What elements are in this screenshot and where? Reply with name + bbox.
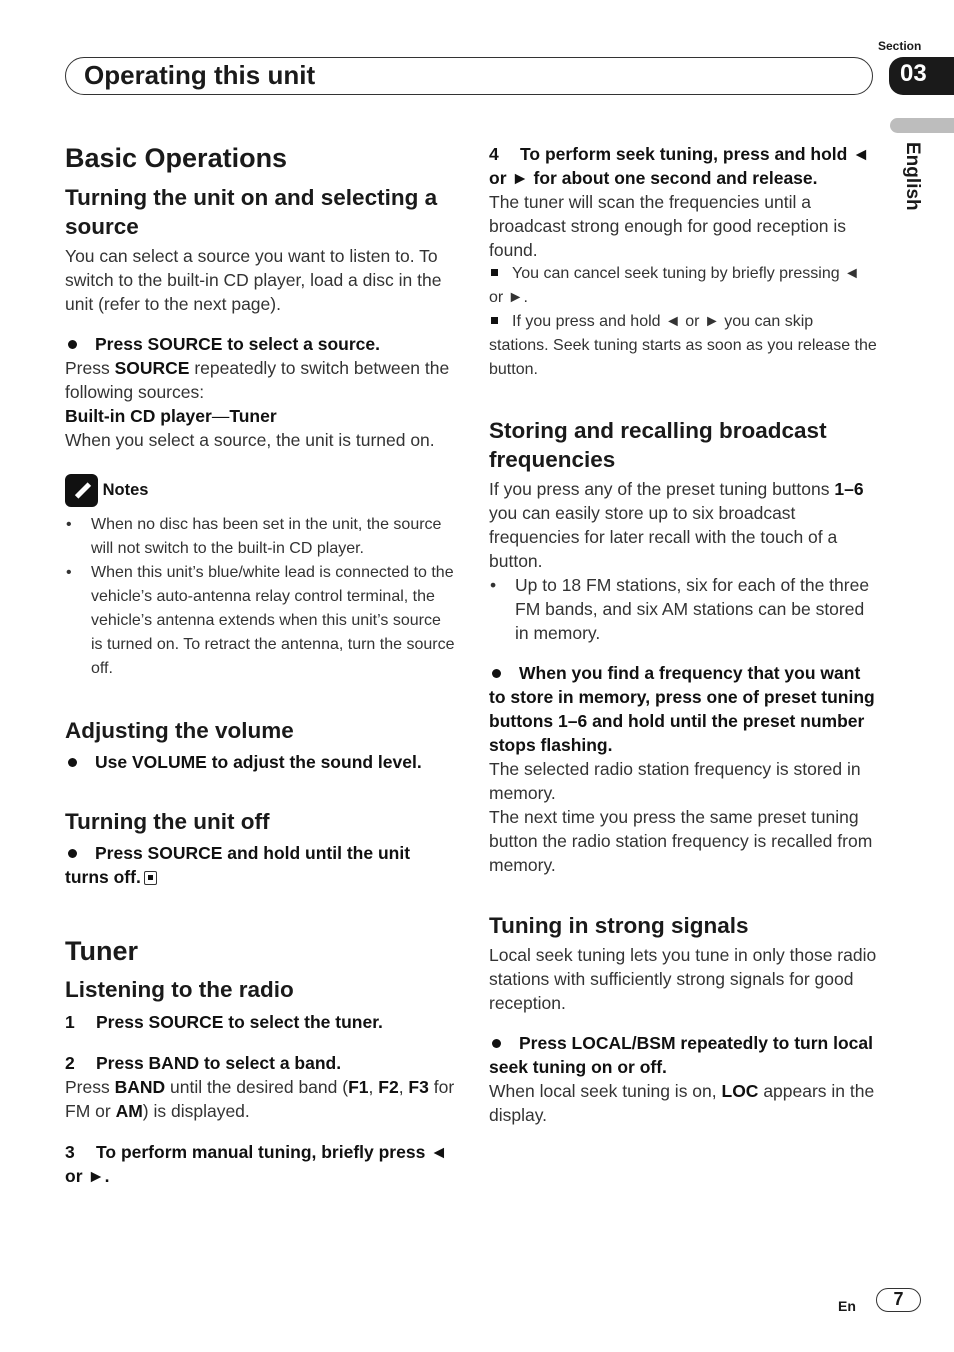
paragraph-loc: When local seek tuning is on, LOC appears in the display. xyxy=(489,1081,875,1125)
bullet-icon xyxy=(68,849,77,858)
list-item: • Up to 18 FM stations, six for each of the three FM bands, and six AM stations can be stored in memory. xyxy=(489,573,877,645)
square-bullet-icon xyxy=(491,269,498,276)
heading-basic-operations: Basic Operations xyxy=(65,143,288,173)
step-4: 4 To perform seek tuning, press and hold ◄ or ► for about one second and release. xyxy=(489,144,870,188)
section-label: Section xyxy=(878,39,922,53)
bullet-icon xyxy=(68,758,77,767)
pencil-icon xyxy=(65,474,98,507)
note-item: • When this unit’s blue/white lead is connected to the vehicle’s auto-antenna relay control terminal, the vehicle’s antenna extends when this unit’s source is turned on. To retract the antenna, turn the source off. xyxy=(65,561,455,681)
step-1: 1 Press SOURCE to select the tuner. xyxy=(65,1012,383,1032)
heading-tuner: Tuner xyxy=(65,936,138,966)
heading-turning-on: Turning the unit on and selecting a source xyxy=(65,185,438,239)
paragraph-turned-on: When you select a source, the unit is turned on. xyxy=(65,430,435,450)
bullet-icon xyxy=(492,1039,501,1048)
heading-unit-off: Turning the unit off xyxy=(65,809,270,834)
language-tab xyxy=(890,118,954,133)
heading-listening: Listening to the radio xyxy=(65,977,294,1002)
step-local: Press LOCAL/BSM repeatedly to turn local seek tuning on or off. xyxy=(489,1033,873,1077)
square-note: You can cancel seek tuning by briefly pressing ◄ or ►. xyxy=(489,265,860,306)
source-list: Built-in CD player—Tuner xyxy=(65,406,277,426)
paragraph-select-source: You can select a source you want to listen to. To switch to the built-in CD player, load a disc in the unit (refer to the next page). xyxy=(65,246,442,314)
note-item: • When no disc has been set in the unit, the source will not switch to the built-in CD player. xyxy=(65,513,455,561)
paragraph-local: Local seek tuning lets you tune in only those radio stations with sufficiently strong signals for good reception. xyxy=(489,945,877,1013)
heading-strong-signals: Tuning in strong signals xyxy=(489,913,749,938)
square-bullet-icon xyxy=(491,317,498,324)
step-unit-off: Press SOURCE and hold until the unit turns off. xyxy=(65,843,411,887)
step-store: When you find a frequency that you want to store in memory, press one of preset tuning buttons 1–6 and hold until the preset number stops flashing. xyxy=(489,663,875,755)
section-number: 03 xyxy=(889,57,954,95)
step-2: 2 Press BAND to select a band. xyxy=(65,1053,342,1073)
paragraph-preset: If you press any of the preset tuning buttons 1–6 you can easily store up to six broadcast frequencies for later recall with the touch of a button. xyxy=(489,479,864,571)
bullet-icon xyxy=(68,340,77,349)
page-number: 7 xyxy=(876,1288,921,1312)
column-left xyxy=(65,142,455,1188)
paragraph-band: Press BAND until the desired band (F1, F2, F3 for FM or AM) is displayed. xyxy=(65,1077,455,1121)
paragraph-next: The next time you press the same preset tuning button the radio station frequency is recalled from memory. xyxy=(489,807,873,875)
footer-language: En xyxy=(838,1298,856,1314)
language-label: English xyxy=(902,142,923,211)
paragraph-scan: The tuner will scan the frequencies until a broadcast strong enough for good reception is found. xyxy=(489,192,847,260)
step-press-source: Press SOURCE to select a source. xyxy=(65,332,455,356)
paragraph-press-source: Press SOURCE repeatedly to switch between the following sources: xyxy=(65,358,450,402)
paragraph-stored: The selected radio station frequency is stored in memory. xyxy=(489,759,861,803)
square-note: If you press and hold ◄ or ► you can skip stations. Seek tuning starts as soon as you release the button. xyxy=(489,313,877,378)
bullet-icon xyxy=(492,669,501,678)
page-title: Operating this unit xyxy=(84,60,316,90)
notes-heading: Notes xyxy=(65,474,455,507)
step-volume: Use VOLUME to adjust the sound level. xyxy=(65,750,455,774)
heading-volume: Adjusting the volume xyxy=(65,718,294,743)
step-3: 3 To perform manual tuning, briefly press ◄ or ►. xyxy=(65,1142,448,1186)
end-mark-icon xyxy=(144,871,157,885)
heading-storing: Storing and recalling broadcast frequencies xyxy=(489,418,827,472)
column-right xyxy=(489,142,877,1127)
